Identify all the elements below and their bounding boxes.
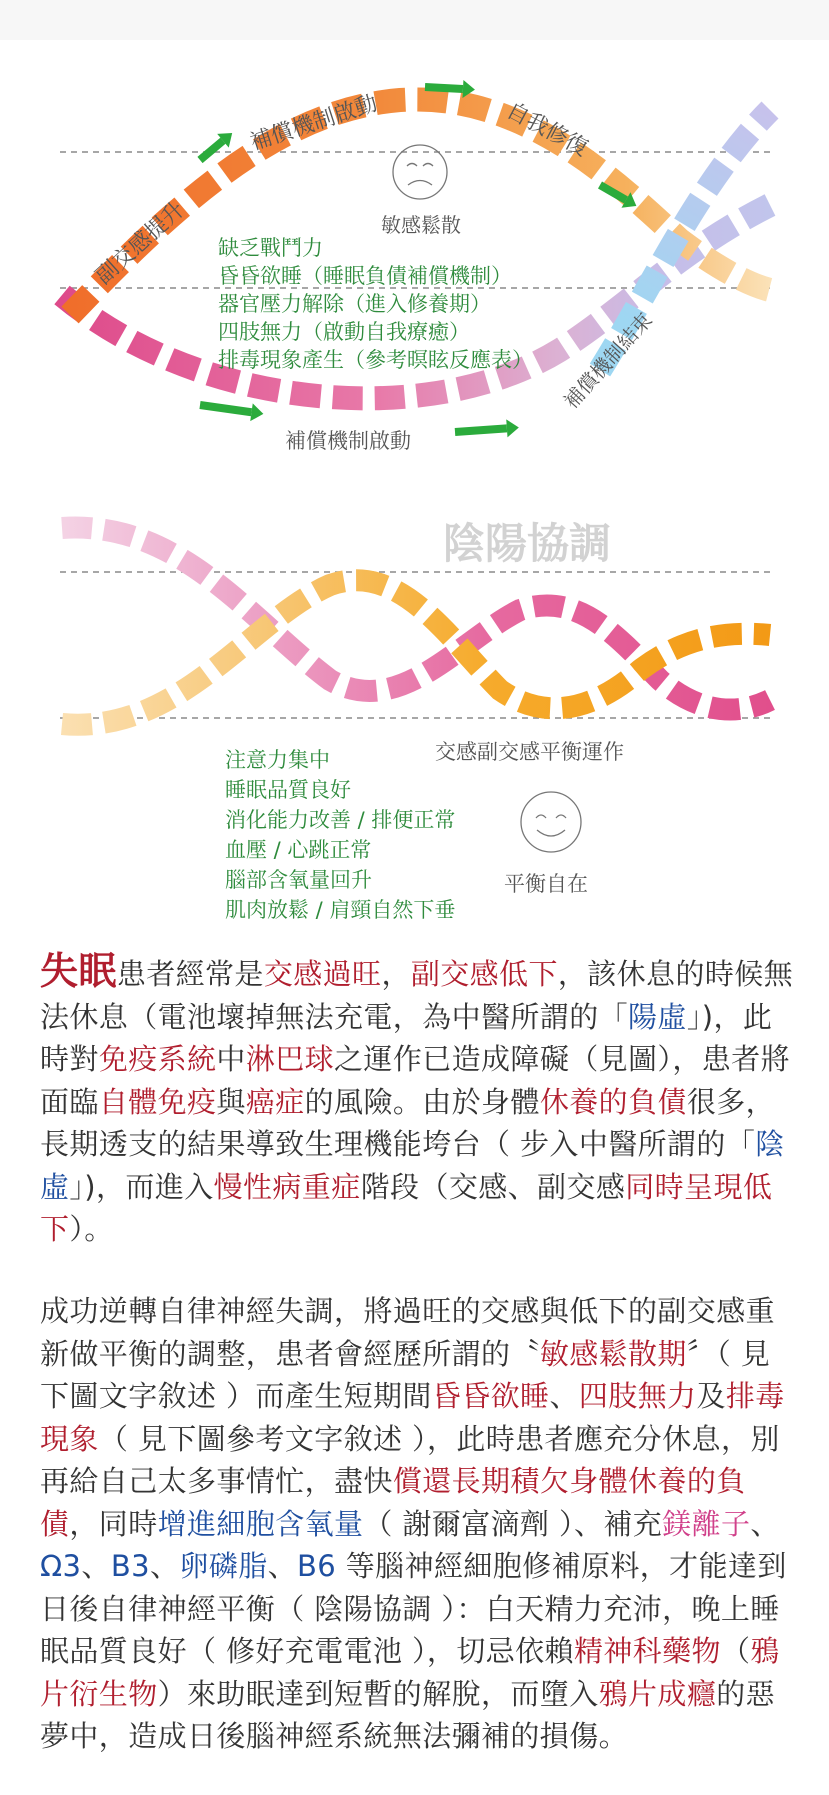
body-text: 中 <box>216 1042 246 1076</box>
body-text: 、 <box>267 1549 297 1583</box>
body-text: ，該休息的時候無法休息（電池壞掉無法充電，為中醫所謂的「 <box>40 957 794 1034</box>
pink-balance-wave <box>62 528 770 710</box>
body-text: 階段（交感、副交感 <box>360 1169 626 1204</box>
highlight-text: 四肢無力 <box>578 1379 697 1413</box>
bottom-compensation-label: 補償機制啟動 <box>285 429 411 453</box>
smile-face-icon <box>521 792 581 852</box>
orange-balance-wave <box>62 580 770 724</box>
symptom-item: 排毒現象產生（參考暝眩反應表） <box>218 348 533 372</box>
green-arrow-icon <box>199 396 265 423</box>
symptom-list <box>218 236 533 372</box>
green-arrow-icon <box>454 419 519 441</box>
body-text: 很多，長期透支的結果導致生理機能垮台（ 步入中醫所謂的「 <box>40 1084 776 1161</box>
benefit-item: 消化能力改善 / 排便正常 <box>225 808 456 832</box>
arc-top-label: 補償機制啟動 <box>247 91 381 156</box>
highlight-text: 昏昏欲睡 <box>431 1379 550 1413</box>
arc-right-label: 自我修復 <box>502 98 592 162</box>
highlight-text: 鎂離子 <box>662 1506 751 1541</box>
body-text: 與 <box>216 1084 246 1119</box>
highlight-text: 精神科藥物 <box>573 1634 721 1668</box>
body-text: 」)，此時對 <box>40 999 773 1076</box>
symptom-item: 器官壓力解除（進入修養期） <box>218 292 491 316</box>
body-text: 、 <box>750 1506 780 1541</box>
body-text: ）來助眠達到短暫的解脫，而墮入 <box>157 1676 599 1711</box>
highlight-text: 副交感低下 <box>410 957 558 991</box>
body-text: 患者經常是 <box>116 957 264 991</box>
highlight-text: 癌症 <box>245 1084 305 1119</box>
body-text: ，同時 <box>69 1506 158 1541</box>
benefit-item: 血壓 / 心跳正常 <box>225 838 372 862</box>
smile-face-label: 平衡自在 <box>504 872 588 896</box>
pink-end-label: 補償機制結束 <box>558 308 658 414</box>
symptom-item: 缺乏戰鬥力 <box>218 236 323 260</box>
yin-yang-title: 陰陽協調 <box>443 519 612 568</box>
highlight-text: 淋巴球 <box>245 1042 335 1076</box>
body-text: 的惡夢中，造成日後腦神經系統無法彌補的損傷。 <box>40 1676 776 1753</box>
body-text: 、 <box>549 1379 579 1413</box>
highlight-text: 失眠 <box>40 949 117 993</box>
highlight-text: Ω3 <box>40 1549 82 1583</box>
highlight-text: 交感過旺 <box>263 957 382 991</box>
body-text: （ <box>720 1634 751 1668</box>
highlight-text: B3 <box>110 1549 150 1583</box>
paragraph-recovery <box>40 1290 795 1758</box>
highlight-text: 償還長期積欠身體休養的負債 <box>40 1464 746 1541</box>
benefit-item: 睡眠品質良好 <box>225 778 351 802</box>
body-text: ）。 <box>69 1212 114 1246</box>
paragraph-insomnia <box>40 950 795 1251</box>
body-text: （ 謝爾富滴劑 ）、補充 <box>363 1506 663 1541</box>
body-text: 、 <box>81 1549 111 1583</box>
symptom-item: 四肢無力（啟動自我療癒） <box>218 320 470 344</box>
body-text: 成功逆轉自律神經失調，將過旺的交感與低下的副交感重新做平衡的調整，患者會經歷所謂的〝 <box>40 1294 776 1371</box>
highlight-text: 陰虛 <box>40 1127 785 1204</box>
benefit-item: 肌肉放鬆 / 肩頸自然下垂 <box>225 898 456 922</box>
body-text: 、 <box>149 1549 180 1583</box>
highlight-text: 排毒現象 <box>40 1379 785 1456</box>
highlight-text: 同時呈現低下 <box>40 1169 773 1246</box>
highlight-text: B6 <box>297 1549 337 1583</box>
body-text: （ 見下圖參考文字敘述 ），此時患者應充分休息，別再給自己太多事情忙，盡快 <box>40 1421 780 1498</box>
highlight-text: 鴉片成癮 <box>598 1676 717 1711</box>
highlight-text: 免疫系統 <box>98 1042 217 1076</box>
highlight-text: 自體免疫 <box>98 1084 217 1119</box>
highlight-text: 慢性病重症 <box>213 1169 361 1204</box>
body-text: 及 <box>696 1379 726 1413</box>
highlight-text: 鴉片衍生物 <box>40 1634 780 1711</box>
body-text: 之運作已造成障礙（見圖），患者將面臨 <box>40 1042 790 1119</box>
highlight-text: 陽虛 <box>628 999 687 1034</box>
symptom-item: 昏昏欲睡（睡眠負債補償機制） <box>218 264 512 288</box>
highlight-text: 敏感鬆散期 <box>539 1336 687 1371</box>
sad-face-label: 敏感鬆散 <box>381 213 461 237</box>
sad-face-icon <box>393 145 447 199</box>
benefit-list <box>225 748 455 922</box>
body-text: 等腦神經細胞修補原料，才能達到日後自律神經平衡（ 陰陽協調 ）：白天精力充沛，晚上睡眠品質良好（ 修好充電電池 ），切忌依賴 <box>40 1549 787 1668</box>
body-text: 〞（ 見下圖文字敘述 ）而產生短期間 <box>40 1336 771 1413</box>
body-text: ， <box>381 957 411 991</box>
benefit-item: 注意力集中 <box>225 748 330 772</box>
highlight-text: 增進細胞含氧量 <box>157 1506 364 1541</box>
benefit-item: 腦部含氧量回升 <box>225 868 372 892</box>
body-text: 的風險。由於身體 <box>304 1084 540 1119</box>
body-text: 」)，而進入 <box>69 1169 214 1204</box>
highlight-text: 卵磷脂 <box>179 1549 268 1583</box>
arc-up-label: 副交感提升 <box>91 197 190 290</box>
balance-label: 交感副交感平衡運作 <box>435 740 624 764</box>
highlight-text: 休養的負債 <box>539 1084 687 1119</box>
